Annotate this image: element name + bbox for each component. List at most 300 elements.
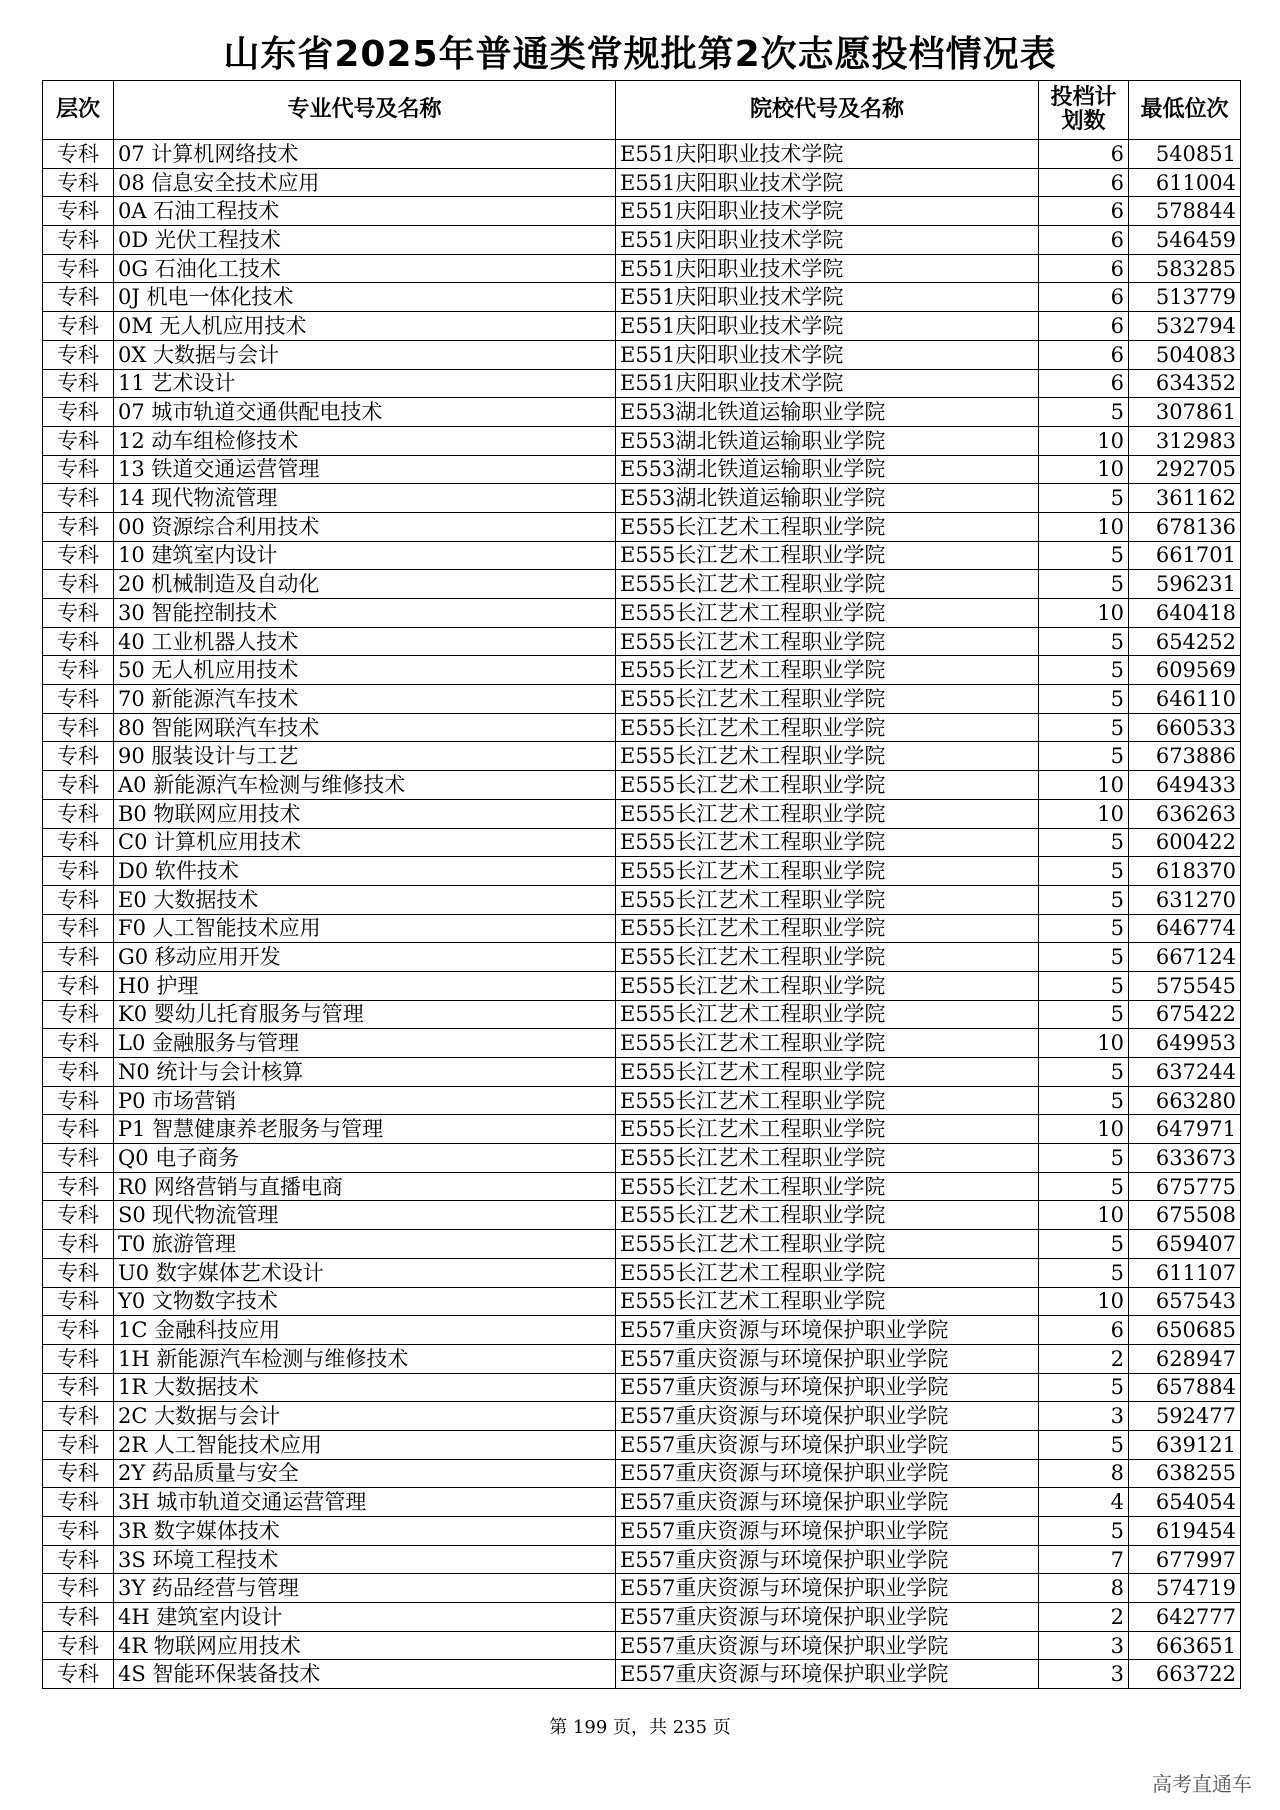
cell-rank: 540851: [1129, 140, 1241, 169]
cell-school: E551庆阳职业技术学院: [616, 168, 1039, 197]
cell-rank: 631270: [1129, 885, 1241, 914]
cell-plan: 7: [1039, 1545, 1129, 1574]
table-row: [43, 512, 1241, 541]
cell-school: E557重庆资源与环境保护职业学院: [616, 1402, 1039, 1431]
cell-school: E553湖北铁道运输职业学院: [616, 455, 1039, 484]
cell-school: E551庆阳职业技术学院: [616, 312, 1039, 341]
table-row: [43, 713, 1241, 742]
cell-major: 3R 数字媒体技术: [114, 1517, 616, 1546]
cell-school: E557重庆资源与环境保护职业学院: [616, 1459, 1039, 1488]
cell-rank: 667124: [1129, 943, 1241, 972]
cell-major: 07 城市轨道交通供配电技术: [114, 398, 616, 427]
cell-plan: 10: [1039, 799, 1129, 828]
cell-plan: 6: [1039, 283, 1129, 312]
cell-rank: 633673: [1129, 1144, 1241, 1173]
cell-level: 专科: [43, 943, 114, 972]
cell-level: 专科: [43, 1316, 114, 1345]
cell-school: E555长江艺术工程职业学院: [616, 599, 1039, 628]
cell-rank: 307861: [1129, 398, 1241, 427]
cell-plan: 6: [1039, 312, 1129, 341]
cell-school: E555长江艺术工程职业学院: [616, 541, 1039, 570]
cell-school: E555长江艺术工程职业学院: [616, 1000, 1039, 1029]
cell-level: 专科: [43, 828, 114, 857]
cell-level: 专科: [43, 1230, 114, 1259]
table-row: [43, 1574, 1241, 1603]
cell-major: 1C 金融科技应用: [114, 1316, 616, 1345]
cell-major: 14 现代物流管理: [114, 484, 616, 513]
cell-rank: 675508: [1129, 1201, 1241, 1230]
cell-level: 专科: [43, 1373, 114, 1402]
table-row: [43, 1172, 1241, 1201]
page-title: 山东省2025年普通类常规批第2次志愿投档情况表: [223, 34, 1057, 75]
cell-plan: 5: [1039, 1086, 1129, 1115]
table-row: [43, 1058, 1241, 1087]
cell-rank: 618370: [1129, 857, 1241, 886]
cell-level: 专科: [43, 885, 114, 914]
cell-plan: 5: [1039, 1172, 1129, 1201]
cell-plan: 8: [1039, 1459, 1129, 1488]
table-row: [43, 283, 1241, 312]
cell-level: 专科: [43, 226, 114, 255]
cell-level: 专科: [43, 512, 114, 541]
table-row: [43, 1430, 1241, 1459]
cell-plan: 5: [1039, 885, 1129, 914]
cell-school: E557重庆资源与环境保护职业学院: [616, 1631, 1039, 1660]
cell-plan: 10: [1039, 1029, 1129, 1058]
cell-rank: 592477: [1129, 1402, 1241, 1431]
cell-plan: 8: [1039, 1574, 1129, 1603]
table-row: [43, 799, 1241, 828]
cell-rank: 634352: [1129, 369, 1241, 398]
table-row: [43, 1373, 1241, 1402]
table-row: [43, 1258, 1241, 1287]
cell-level: 专科: [43, 1344, 114, 1373]
cell-rank: 657543: [1129, 1287, 1241, 1316]
cell-rank: 678136: [1129, 512, 1241, 541]
cell-rank: 628947: [1129, 1344, 1241, 1373]
cell-school: E557重庆资源与环境保护职业学院: [616, 1574, 1039, 1603]
cell-level: 专科: [43, 1144, 114, 1173]
cell-major: A0 新能源汽车检测与维修技术: [114, 771, 616, 800]
cell-rank: 639121: [1129, 1430, 1241, 1459]
cell-level: 专科: [43, 656, 114, 685]
cell-major: 4H 建筑室内设计: [114, 1603, 616, 1632]
cell-plan: 3: [1039, 1631, 1129, 1660]
cell-plan: 5: [1039, 914, 1129, 943]
table-row: [43, 943, 1241, 972]
table-row: [43, 197, 1241, 226]
cell-rank: 661701: [1129, 541, 1241, 570]
table-row: [43, 1115, 1241, 1144]
cell-school: E555长江艺术工程职业学院: [616, 885, 1039, 914]
cell-major: 0G 石油化工技术: [114, 254, 616, 283]
cell-school: E557重庆资源与环境保护职业学院: [616, 1545, 1039, 1574]
cell-level: 专科: [43, 340, 114, 369]
cell-level: 专科: [43, 1258, 114, 1287]
cell-level: 专科: [43, 283, 114, 312]
table-row: [43, 1660, 1241, 1689]
cell-school: E555长江艺术工程职业学院: [616, 1029, 1039, 1058]
cell-plan: 10: [1039, 1201, 1129, 1230]
cell-level: 专科: [43, 1545, 114, 1574]
cell-major: 70 新能源汽车技术: [114, 685, 616, 714]
cell-school: E555长江艺术工程职业学院: [616, 1258, 1039, 1287]
cell-major: 2C 大数据与会计: [114, 1402, 616, 1431]
cell-level: 专科: [43, 484, 114, 513]
cell-school: E557重庆资源与环境保护职业学院: [616, 1316, 1039, 1345]
cell-major: 13 铁道交通运营管理: [114, 455, 616, 484]
table-row: [43, 1316, 1241, 1345]
cell-plan: 5: [1039, 828, 1129, 857]
cell-major: E0 大数据技术: [114, 885, 616, 914]
cell-school: E553湖北铁道运输职业学院: [616, 426, 1039, 455]
cell-level: 专科: [43, 857, 114, 886]
cell-plan: 5: [1039, 1258, 1129, 1287]
cell-plan: 5: [1039, 742, 1129, 771]
cell-major: 3H 城市轨道交通运营管理: [114, 1488, 616, 1517]
cell-plan: 5: [1039, 656, 1129, 685]
cell-major: 80 智能网联汽车技术: [114, 713, 616, 742]
cell-level: 专科: [43, 197, 114, 226]
cell-major: 0M 无人机应用技术: [114, 312, 616, 341]
cell-school: E555长江艺术工程职业学院: [616, 1058, 1039, 1087]
cell-major: 3S 环境工程技术: [114, 1545, 616, 1574]
cell-rank: 663280: [1129, 1086, 1241, 1115]
cell-school: E555长江艺术工程职业学院: [616, 914, 1039, 943]
cell-level: 专科: [43, 1459, 114, 1488]
cell-rank: 647971: [1129, 1115, 1241, 1144]
cell-plan: 5: [1039, 541, 1129, 570]
cell-level: 专科: [43, 426, 114, 455]
cell-rank: 638255: [1129, 1459, 1241, 1488]
cell-major: F0 人工智能技术应用: [114, 914, 616, 943]
cell-school: E555长江艺术工程职业学院: [616, 656, 1039, 685]
cell-major: 4S 智能环保装备技术: [114, 1660, 616, 1689]
cell-plan: 5: [1039, 943, 1129, 972]
table-row: [43, 426, 1241, 455]
cell-rank: 532794: [1129, 312, 1241, 341]
cell-level: 专科: [43, 1603, 114, 1632]
cell-school: E555长江艺术工程职业学院: [616, 857, 1039, 886]
cell-plan: 5: [1039, 1373, 1129, 1402]
cell-school: E551庆阳职业技术学院: [616, 369, 1039, 398]
cell-level: 专科: [43, 1488, 114, 1517]
cell-rank: 677997: [1129, 1545, 1241, 1574]
cell-major: 50 无人机应用技术: [114, 656, 616, 685]
table-row: [43, 1517, 1241, 1546]
cell-school: E557重庆资源与环境保护职业学院: [616, 1430, 1039, 1459]
table-row: [43, 1287, 1241, 1316]
cell-school: E557重庆资源与环境保护职业学院: [616, 1603, 1039, 1632]
cell-school: E555长江艺术工程职业学院: [616, 799, 1039, 828]
cell-major: 90 服装设计与工艺: [114, 742, 616, 771]
cell-level: 专科: [43, 1287, 114, 1316]
cell-plan: 6: [1039, 340, 1129, 369]
cell-school: E555长江艺术工程职业学院: [616, 685, 1039, 714]
table-row: [43, 254, 1241, 283]
cell-school: E551庆阳职业技术学院: [616, 283, 1039, 312]
cell-major: R0 网络营销与直播电商: [114, 1172, 616, 1201]
cell-plan: 6: [1039, 369, 1129, 398]
cell-major: D0 软件技术: [114, 857, 616, 886]
table-row: [43, 312, 1241, 341]
cell-rank: 637244: [1129, 1058, 1241, 1087]
cell-plan: 2: [1039, 1344, 1129, 1373]
table-row: [43, 1029, 1241, 1058]
cell-school: E551庆阳职业技术学院: [616, 140, 1039, 169]
table-header-row: [43, 81, 1241, 140]
cell-rank: 663651: [1129, 1631, 1241, 1660]
cell-plan: 6: [1039, 226, 1129, 255]
cell-school: E557重庆资源与环境保护职业学院: [616, 1517, 1039, 1546]
cell-level: 专科: [43, 685, 114, 714]
table-row: [43, 857, 1241, 886]
header-school: 院校代号及名称: [616, 81, 1039, 140]
cell-level: 专科: [43, 1029, 114, 1058]
table-row: [43, 1459, 1241, 1488]
table-row: [43, 771, 1241, 800]
cell-major: B0 物联网应用技术: [114, 799, 616, 828]
cell-level: 专科: [43, 455, 114, 484]
table-row: [43, 570, 1241, 599]
cell-level: 专科: [43, 254, 114, 283]
table-row: [43, 1488, 1241, 1517]
cell-plan: 5: [1039, 685, 1129, 714]
cell-rank: 646774: [1129, 914, 1241, 943]
cell-rank: 578844: [1129, 197, 1241, 226]
cell-plan: 5: [1039, 1430, 1129, 1459]
cell-plan: 5: [1039, 1058, 1129, 1087]
cell-level: 专科: [43, 1517, 114, 1546]
watermark: 高考直通车: [1152, 1772, 1252, 1796]
cell-major: N0 统计与会计核算: [114, 1058, 616, 1087]
cell-major: 08 信息安全技术应用: [114, 168, 616, 197]
cell-rank: 675422: [1129, 1000, 1241, 1029]
cell-plan: 2: [1039, 1603, 1129, 1632]
cell-major: 0A 石油工程技术: [114, 197, 616, 226]
cell-level: 专科: [43, 1172, 114, 1201]
cell-major: 12 动车组检修技术: [114, 426, 616, 455]
cell-school: E555长江艺术工程职业学院: [616, 1230, 1039, 1259]
cell-school: E551庆阳职业技术学院: [616, 340, 1039, 369]
cell-school: E555长江艺术工程职业学院: [616, 627, 1039, 656]
cell-major: 0J 机电一体化技术: [114, 283, 616, 312]
table-row: [43, 914, 1241, 943]
cell-school: E555长江艺术工程职业学院: [616, 512, 1039, 541]
cell-school: E557重庆资源与环境保护职业学院: [616, 1660, 1039, 1689]
cell-level: 专科: [43, 1574, 114, 1603]
table-row: [43, 599, 1241, 628]
cell-major: 4R 物联网应用技术: [114, 1631, 616, 1660]
cell-major: 11 艺术设计: [114, 369, 616, 398]
cell-rank: 660533: [1129, 713, 1241, 742]
header-plan-label: 投档计划数: [1050, 85, 1117, 134]
cell-major: 00 资源综合利用技术: [114, 512, 616, 541]
cell-level: 专科: [43, 914, 114, 943]
cell-level: 专科: [43, 168, 114, 197]
cell-major: 0X 大数据与会计: [114, 340, 616, 369]
cell-rank: 611004: [1129, 168, 1241, 197]
table-row: [43, 1344, 1241, 1373]
cell-major: C0 计算机应用技术: [114, 828, 616, 857]
cell-level: 专科: [43, 599, 114, 628]
cell-plan: 5: [1039, 971, 1129, 1000]
cell-rank: 654054: [1129, 1488, 1241, 1517]
table-row: [43, 1230, 1241, 1259]
cell-level: 专科: [43, 369, 114, 398]
cell-plan: 6: [1039, 168, 1129, 197]
cell-plan: 3: [1039, 1402, 1129, 1431]
table-row: [43, 656, 1241, 685]
cell-major: 20 机械制造及自动化: [114, 570, 616, 599]
cell-major: K0 婴幼儿托育服务与管理: [114, 1000, 616, 1029]
table-row: [43, 1402, 1241, 1431]
cell-major: 0D 光伏工程技术: [114, 226, 616, 255]
table-row: [43, 1603, 1241, 1632]
cell-rank: 609569: [1129, 656, 1241, 685]
table-row: [43, 1086, 1241, 1115]
cell-school: E555长江艺术工程职业学院: [616, 742, 1039, 771]
cell-school: E551庆阳职业技术学院: [616, 254, 1039, 283]
cell-plan: 10: [1039, 1287, 1129, 1316]
cell-rank: 640418: [1129, 599, 1241, 628]
table-row: [43, 1201, 1241, 1230]
cell-rank: 583285: [1129, 254, 1241, 283]
cell-rank: 600422: [1129, 828, 1241, 857]
cell-rank: 619454: [1129, 1517, 1241, 1546]
cell-plan: 6: [1039, 197, 1129, 226]
cell-plan: 5: [1039, 1000, 1129, 1029]
table-row: [43, 828, 1241, 857]
table-row: [43, 885, 1241, 914]
cell-level: 专科: [43, 1430, 114, 1459]
cell-major: 2Y 药品质量与安全: [114, 1459, 616, 1488]
cell-plan: 10: [1039, 1115, 1129, 1144]
cell-level: 专科: [43, 971, 114, 1000]
cell-major: 1R 大数据技术: [114, 1373, 616, 1402]
cell-plan: 10: [1039, 455, 1129, 484]
cell-plan: 3: [1039, 1660, 1129, 1689]
cell-school: E555长江艺术工程职业学院: [616, 1201, 1039, 1230]
header-plan: [1039, 81, 1129, 140]
cell-level: 专科: [43, 1058, 114, 1087]
cell-school: E555长江艺术工程职业学院: [616, 828, 1039, 857]
table-body: [43, 140, 1241, 1689]
cell-major: 07 计算机网络技术: [114, 140, 616, 169]
cell-level: 专科: [43, 627, 114, 656]
cell-plan: 4: [1039, 1488, 1129, 1517]
cell-school: E555长江艺术工程职业学院: [616, 1287, 1039, 1316]
cell-school: E555长江艺术工程职业学院: [616, 943, 1039, 972]
cell-level: 专科: [43, 799, 114, 828]
cell-plan: 5: [1039, 398, 1129, 427]
table-row: [43, 1000, 1241, 1029]
cell-rank: 596231: [1129, 570, 1241, 599]
cell-rank: 575545: [1129, 971, 1241, 1000]
cell-plan: 5: [1039, 713, 1129, 742]
cell-plan: 6: [1039, 1316, 1129, 1345]
table-row: [43, 627, 1241, 656]
cell-major: 2R 人工智能技术应用: [114, 1430, 616, 1459]
cell-rank: 546459: [1129, 226, 1241, 255]
cell-plan: 5: [1039, 627, 1129, 656]
cell-rank: 636263: [1129, 799, 1241, 828]
cell-rank: 504083: [1129, 340, 1241, 369]
cell-major: Q0 电子商务: [114, 1144, 616, 1173]
cell-major: S0 现代物流管理: [114, 1201, 616, 1230]
page-footer: 第 199 页，共 235 页: [549, 1717, 731, 1738]
cell-rank: 646110: [1129, 685, 1241, 714]
cell-plan: 6: [1039, 140, 1129, 169]
cell-major: L0 金融服务与管理: [114, 1029, 616, 1058]
cell-plan: 5: [1039, 1230, 1129, 1259]
cell-level: 专科: [43, 1201, 114, 1230]
table-row: [43, 1144, 1241, 1173]
cell-major: 3Y 药品经营与管理: [114, 1574, 616, 1603]
table-row: [43, 226, 1241, 255]
cell-school: E557重庆资源与环境保护职业学院: [616, 1373, 1039, 1402]
cell-school: E555长江艺术工程职业学院: [616, 971, 1039, 1000]
cell-level: 专科: [43, 312, 114, 341]
table-row: [43, 455, 1241, 484]
cell-major: 10 建筑室内设计: [114, 541, 616, 570]
cell-level: 专科: [43, 1660, 114, 1689]
cell-plan: 5: [1039, 484, 1129, 513]
cell-rank: 654252: [1129, 627, 1241, 656]
cell-school: E553湖北铁道运输职业学院: [616, 484, 1039, 513]
cell-major: 30 智能控制技术: [114, 599, 616, 628]
table-row: [43, 1545, 1241, 1574]
cell-school: E555长江艺术工程职业学院: [616, 1172, 1039, 1201]
cell-level: 专科: [43, 570, 114, 599]
cell-school: E551庆阳职业技术学院: [616, 226, 1039, 255]
table-row: [43, 484, 1241, 513]
admission-table: [42, 80, 1241, 1689]
cell-level: 专科: [43, 771, 114, 800]
cell-plan: 5: [1039, 1517, 1129, 1546]
cell-rank: 574719: [1129, 1574, 1241, 1603]
cell-plan: 10: [1039, 512, 1129, 541]
cell-rank: 650685: [1129, 1316, 1241, 1345]
table-row: [43, 340, 1241, 369]
cell-major: P0 市场营销: [114, 1086, 616, 1115]
cell-plan: 5: [1039, 1144, 1129, 1173]
table-row: [43, 168, 1241, 197]
cell-rank: 663722: [1129, 1660, 1241, 1689]
cell-level: 专科: [43, 541, 114, 570]
cell-level: 专科: [43, 1115, 114, 1144]
cell-major: P1 智慧健康养老服务与管理: [114, 1115, 616, 1144]
cell-plan: 10: [1039, 426, 1129, 455]
cell-major: U0 数字媒体艺术设计: [114, 1258, 616, 1287]
cell-plan: 10: [1039, 599, 1129, 628]
cell-level: 专科: [43, 1631, 114, 1660]
table-row: [43, 1631, 1241, 1660]
cell-rank: 659407: [1129, 1230, 1241, 1259]
cell-school: E557重庆资源与环境保护职业学院: [616, 1488, 1039, 1517]
cell-major: H0 护理: [114, 971, 616, 1000]
cell-school: E555长江艺术工程职业学院: [616, 1086, 1039, 1115]
cell-plan: 5: [1039, 570, 1129, 599]
cell-rank: 292705: [1129, 455, 1241, 484]
cell-school: E555长江艺术工程职业学院: [616, 771, 1039, 800]
cell-rank: 312983: [1129, 426, 1241, 455]
cell-level: 专科: [43, 1086, 114, 1115]
cell-plan: 5: [1039, 857, 1129, 886]
header-major: 专业代号及名称: [114, 81, 616, 140]
cell-rank: 649953: [1129, 1029, 1241, 1058]
cell-level: 专科: [43, 1000, 114, 1029]
